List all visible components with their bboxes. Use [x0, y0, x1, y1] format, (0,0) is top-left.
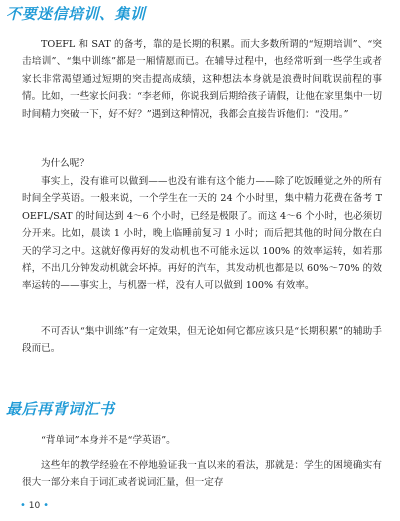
- page-number: [20, 500, 49, 511]
- paragraph: 不可否认“集中训练”有一定效果，但无论如何它都应该只是“长期积累”的辅助手段而已。: [22, 326, 382, 355]
- paragraph: TOEFL 和 SAT 的备考，靠的是长期的积累。而大多数所谓的“短期培训”、“突击培训”、“集中训练”都是一厢情愿而已。在辅导过程中，也经常听到一些学生或者家长非常渴望通过短期的突击提高成绩，这种想法本身就是浪费时间耽误前程的事情。比如，一些家长问我：“李老师，你说我到后期给孩子请假，让他在家里集中一切时间精力突破一下，好不好？”遇到这种情况，我都会直接告诉他们：“没用。”: [22, 39, 382, 120]
- paragraph: “背单词”本身并不是“学英语”。: [41, 435, 176, 446]
- paragraph: 这些年的教学经验在不停地验证我一直以来的看法，那就是：学生的困境确实有很大一部分来自于词汇或者说词汇量，但一定存: [22, 460, 382, 489]
- bullet-dot-icon: •: [20, 500, 26, 511]
- bullet-dot-icon: •: [43, 500, 50, 511]
- section-heading: 最后再背词汇书: [6, 400, 115, 418]
- paragraph: 事实上，没有谁可以做到——也没有谁有这个能力——除了吃饭睡觉之外的所有时间全学英语。一般来说，一个学生在一天的 24 个小时里，集中精力花费在备考 TOEFL/SAT 的时间达到 4～6 个小时，已经是极限了。而这 4～6 个小时，也必须切分开来。比如，晨读 1 小时，晚上临睡前复习 1 小时；而后把其他的时间分散在白天的学习之中。这就好像再好的发动机也不可能永远以 100% 的效率运转，如若那样，不出几分钟发动机就会坏掉。再好的汽车，其发动机也都是以 60%～70% 的效率运转的——事实上，与机器一样，没有人可以做到 100% 有效率。: [22, 176, 382, 292]
- page-number-text: 10: [28, 501, 41, 511]
- paragraph: 为什么呢？: [41, 158, 89, 169]
- section-heading: 不要迷信培训、集训: [6, 5, 146, 23]
